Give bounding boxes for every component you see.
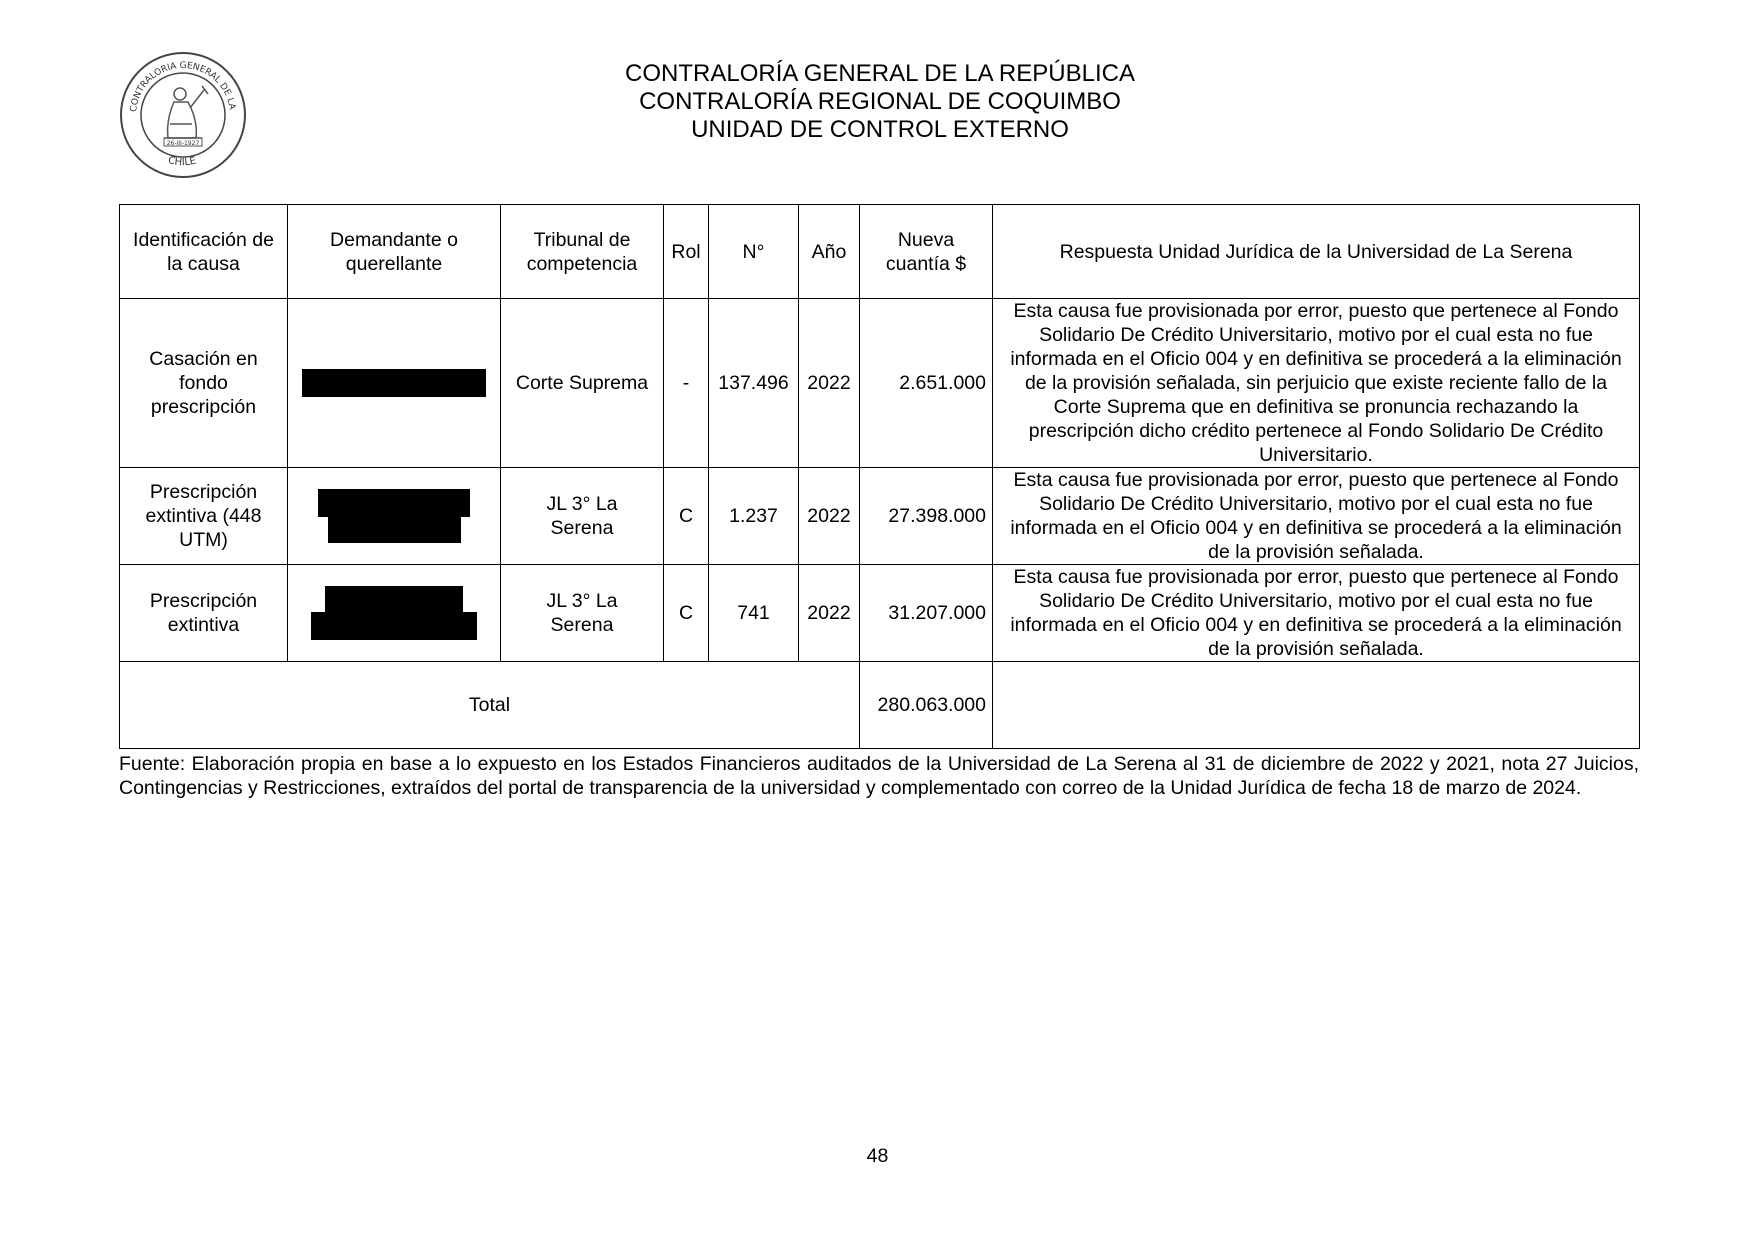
col-header-anio: Año	[799, 205, 860, 299]
col-header-respuesta: Respuesta Unidad Jurídica de la Universidad de La Serena	[993, 205, 1640, 299]
total-value: 280.063.000	[860, 662, 993, 749]
cell-rol: C	[664, 565, 709, 662]
source-note: Fuente: Elaboración propia en base a lo expuesto en los Estados Financieros auditados de la Universidad de La Serena al 31 de diciembre de 2022 y 2021, nota 27 Juicios, Contingencias y Restricciones, extraídos del portal de transparencia de la universidad y complementado con correo de la Unidad Jurídica de fecha 18 de marzo de 2024.	[119, 753, 1639, 799]
cell-numero: 137.496	[709, 299, 799, 468]
cell-anio: 2022	[799, 299, 860, 468]
cell-numero: 1.237	[709, 468, 799, 565]
cell-rol: -	[664, 299, 709, 468]
redaction-block	[294, 586, 494, 640]
table-total-row	[120, 662, 1640, 749]
cell-cuantia: 31.207.000	[860, 565, 993, 662]
col-header-tribunal: Tribunal de competencia	[501, 205, 664, 299]
table-row	[120, 565, 1640, 662]
cell-cuantia: 2.651.000	[860, 299, 993, 468]
document-header	[500, 60, 1260, 144]
causas-table	[119, 204, 1640, 749]
cell-causa: Casación en fondo prescripción	[120, 299, 288, 468]
table-header-row	[120, 205, 1640, 299]
cell-tribunal: JL 3° La Serena	[501, 565, 664, 662]
cell-demandante-redacted	[288, 299, 501, 468]
total-empty-cell	[993, 662, 1640, 749]
cell-tribunal: Corte Suprema	[501, 299, 664, 468]
cell-cuantia: 27.398.000	[860, 468, 993, 565]
cell-causa: Prescripción extintiva (448 UTM)	[120, 468, 288, 565]
cell-demandante-redacted	[288, 565, 501, 662]
seal-date: 26-III-1927	[166, 140, 200, 147]
col-header-demandante: Demandante o querellante	[288, 205, 501, 299]
page-number: 48	[866, 1145, 889, 1167]
cell-respuesta: Esta causa fue provisionada por error, puesto que pertenece al Fondo Solidario De Crédito Universitario, motivo por el cual esta no fue informada en el Oficio 004 y en definitiva se procederá a la eliminación de la provisión señalada.	[993, 468, 1640, 565]
header-line-1: CONTRALORÍA GENERAL DE LA REPÚBLICA	[625, 60, 1135, 87]
seal-text-country: CHILE	[166, 154, 198, 169]
cell-tribunal: JL 3° La Serena	[501, 468, 664, 565]
cell-causa: Prescripción extintiva	[120, 565, 288, 662]
svg-text:CONTRALORIA GENERAL DE LA REPU	[118, 50, 237, 113]
total-label: Total	[120, 662, 860, 749]
redaction-block	[294, 489, 494, 543]
cell-rol: C	[664, 468, 709, 565]
contraloria-seal-logo	[118, 50, 248, 180]
header-line-3: UNIDAD DE CONTROL EXTERNO	[691, 116, 1069, 143]
cell-demandante-redacted	[288, 468, 501, 565]
seal-text-top: CONTRALORIA GENERAL DE LA	[129, 60, 237, 113]
redaction-block	[294, 369, 494, 397]
col-header-rol: Rol	[664, 205, 709, 299]
cell-respuesta: Esta causa fue provisionada por error, puesto que pertenece al Fondo Solidario De Crédito Universitario, motivo por el cual esta no fue informada en el Oficio 004 y en definitiva se procederá a la eliminación de la provisión señalada.	[993, 565, 1640, 662]
col-header-numero: N°	[709, 205, 799, 299]
header-line-2: CONTRALORÍA REGIONAL DE COQUIMBO	[639, 88, 1121, 115]
col-header-causa: Identificación de la causa	[120, 205, 288, 299]
cell-anio: 2022	[799, 565, 860, 662]
cell-anio: 2022	[799, 468, 860, 565]
cell-numero: 741	[709, 565, 799, 662]
cell-respuesta: Esta causa fue provisionada por error, puesto que pertenece al Fondo Solidario De Crédito Universitario, motivo por el cual esta no fue informada en el Oficio 004 y en definitiva se procederá a la eliminación de la provisión señalada, sin perjuicio que existe reciente fallo de la Corte Suprema que en definitiva se pronuncia rechazando la prescripción dicho crédito pertenece al Fondo Solidario De Crédito Universitario.	[993, 299, 1640, 468]
col-header-cuantia: Nueva cuantía $	[860, 205, 993, 299]
table-row	[120, 468, 1640, 565]
table-row	[120, 299, 1640, 468]
